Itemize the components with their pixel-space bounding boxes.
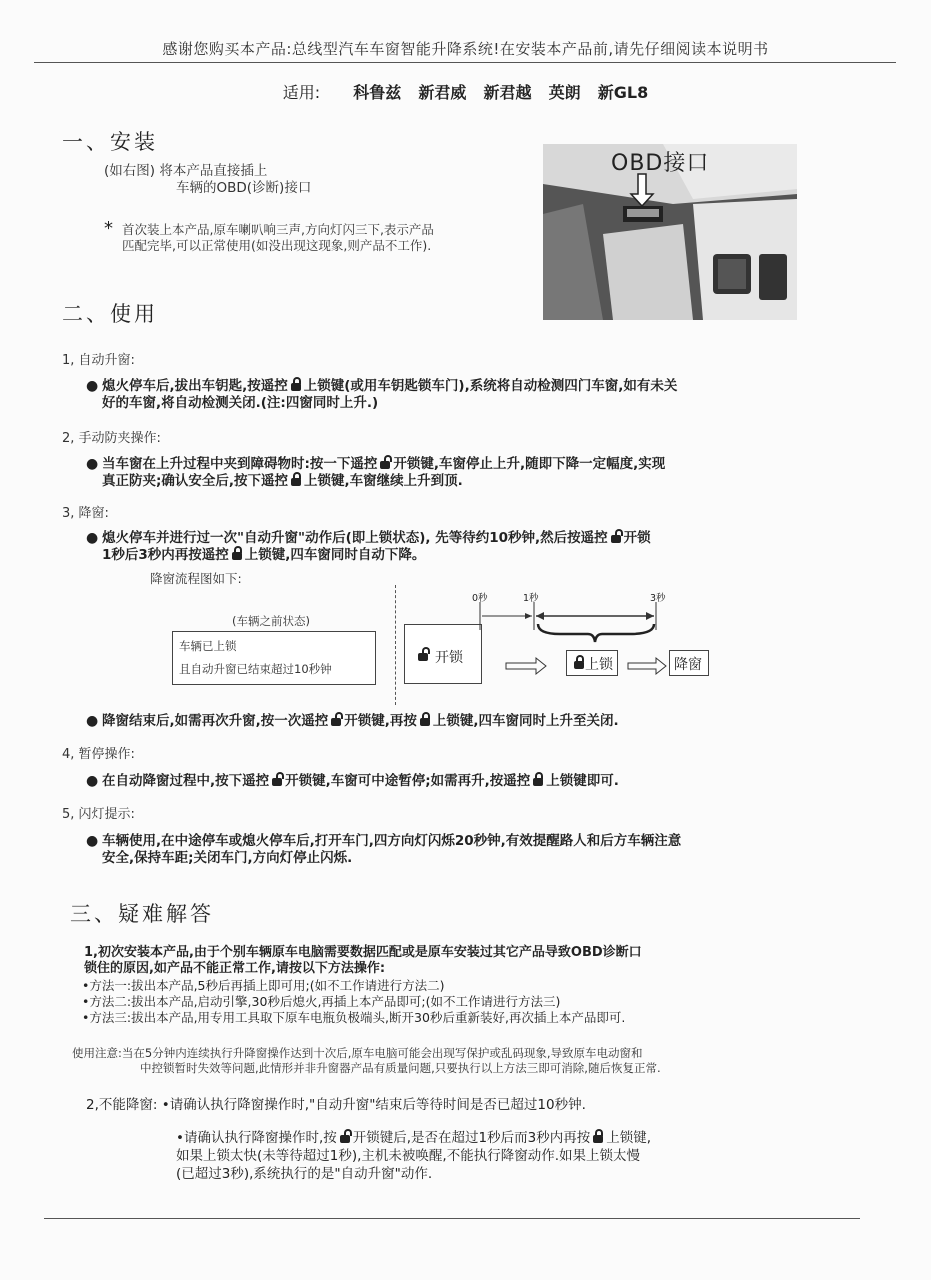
s2-text-c: 真正防夹;确认安全后,按下遥控 (102, 473, 289, 489)
lock-icon (574, 661, 584, 669)
s5-text-a: 车辆使用,在中途停车或熄火停车后,打开车门,四方向灯闪烁20秒钟,有效提醒路人和后方车辆注意 (102, 833, 682, 849)
method-3: •方法三:拔出本产品,用专用工具取下原车电瓶负极端头,断开30秒后重新装好,再次插上本产品即可. (82, 1010, 626, 1025)
trouble-p3 (176, 1129, 816, 1183)
trouble-p2 (86, 1097, 586, 1113)
s3-title: 3, 降窗: (62, 506, 109, 521)
model-item: 新GL8 (597, 83, 649, 102)
flow-state-1: 车辆已上锁 (179, 639, 237, 653)
trouble-p1 (84, 945, 824, 977)
model-item: 新君越 (483, 83, 532, 102)
s2-text-d: 上锁键,车窗继续上升到顶. (304, 473, 463, 489)
s5-title: 5, 闪灯提示: (62, 807, 135, 822)
lock-icon (291, 478, 301, 486)
s1-text-b: 上锁键(或用车钥匙锁车门),系统将自动检测四门车窗,如有未关 (303, 378, 678, 394)
lock-icon (291, 383, 301, 391)
s2-bullet (86, 456, 822, 490)
s4-title: 4, 暂停操作: (62, 747, 135, 762)
s4-text-b: 开锁键,车窗可中途暂停;如需再升,按遥控 (285, 773, 531, 789)
s3-text-c: 1秒后3秒内再按遥控 (102, 547, 229, 563)
unlock-icon (418, 653, 428, 661)
s4-text-c: 上锁键即可. (546, 773, 619, 789)
lock-icon (593, 1135, 603, 1143)
trouble-p1-a: 1,初次安装本产品,由于个别车辆原车电脑需要数据匹配或是原车安装过其它产品导致OBD诊断口 (84, 945, 642, 960)
bottom-divider (44, 1218, 860, 1219)
install-title: 一、安装 (62, 130, 158, 154)
s2-text-b: 开锁键,车窗停止上升,随即下降一定幅度,实现 (393, 456, 666, 472)
t1-label: 1秒 (523, 593, 539, 604)
model-item: 英朗 (548, 83, 581, 102)
bullet-dot: ● (86, 773, 99, 789)
trouble-p3-e: (已超过3秒),系统执行的是"自动升窗"动作. (176, 1166, 433, 1182)
models-line (0, 80, 931, 103)
trouble-p3-c: 上锁键, (606, 1130, 652, 1146)
flow-title: 降窗流程图如下: (150, 571, 242, 586)
s4-text-a: 在自动降窗过程中,按下遥控 (102, 773, 270, 789)
top-divider (34, 62, 896, 63)
lock-icon (533, 778, 543, 786)
s5-text-b: 安全,保持车距;关闭车门,方向灯停止闪烁. (102, 850, 353, 866)
obd-photo (543, 144, 797, 320)
flow-state-box (172, 631, 376, 685)
s3-text-d: 上锁键,四车窗同时自动下降。 (244, 547, 426, 563)
s3-bullet (86, 530, 822, 564)
bullet-dot: ● (86, 456, 99, 472)
install-line-1: (如右图) 将本产品直接插上 (104, 163, 268, 179)
bullet-dot: ● (86, 833, 99, 849)
trouble-p2-a: 2,不能降窗: (86, 1097, 158, 1113)
trouble-p3-d: 如果上锁太快(未等待超过1秒),主机未被唤醒,不能执行降窗动作.如果上锁太慢 (176, 1148, 640, 1164)
s3b2-text-c: 上锁键,四车窗同时上升至关闭. (432, 713, 619, 729)
flow-down-label: 降窗 (674, 657, 702, 673)
bullet-dot: ● (86, 530, 99, 546)
flow-down-box (669, 650, 709, 676)
install-line-2: 车辆的OBD(诊断)接口 (176, 180, 312, 196)
s1-text-a: 熄火停车后,拔出车钥匙,按遥控 (102, 378, 288, 394)
flow-lock-label: 上锁 (585, 657, 613, 673)
method-1: •方法一:拔出本产品,5秒后再插上即可用;(如不工作请进行方法二) (82, 978, 445, 993)
s3b2-text-a: 降窗结束后,如需再次升窗,按一次遥控 (102, 713, 329, 729)
s2-text-a: 当车窗在上升过程中夹到障碍物时:按一下遥控 (102, 456, 378, 472)
method-2: •方法二:拔出本产品,启动引擎,30秒后熄火,再插上本产品即可;(如不工作请进行方法三) (82, 994, 561, 1009)
trouble-p3-a: •请确认执行降窗操作时,按 (176, 1130, 337, 1146)
intro-text: 感谢您购买本产品:总线型汽车车窗智能升降系统!在安装本产品前,请先仔细阅读本说明书 (162, 40, 769, 58)
s1-bullet (86, 378, 822, 412)
flow-prev-state: (车辆之前状态) (232, 614, 310, 628)
bullet-dot: ● (86, 378, 99, 394)
s3b2-text-b: 开锁键,再按 (344, 713, 417, 729)
lock-icon (232, 552, 242, 560)
asterisk: * (104, 218, 113, 239)
flow-unlock-label: 开锁 (435, 650, 463, 666)
t0-label: 0秒 (472, 593, 488, 604)
s1-text-c: 好的车窗,将自动检测关闭.(注:四窗同时上升.) (102, 395, 379, 411)
s5-bullet (86, 833, 842, 867)
usage-title: 二、使用 (62, 302, 158, 326)
trouble-title: 三、疑难解答 (70, 902, 214, 926)
install-note-2: 匹配完毕,可以正常使用(如没出现这现象,则产品不工作). (122, 238, 432, 253)
obd-label: OBD接口 (611, 151, 710, 176)
s3-text-a: 熄火停车并进行过一次"自动升窗"动作后(即上锁状态), 先等待约10秒钟,然后按遥控 (102, 530, 608, 546)
flow-dashed-divider (395, 585, 396, 705)
usage-note-a: 使用注意:当在5分钟内连续执行升降窗操作达到十次后,原车电脑可能会出现写保护或乱码现象,导致原车电动窗和 (72, 1046, 643, 1060)
lock-icon (420, 718, 430, 726)
trouble-p1-b: 锁住的原因,如产品不能正常工作,请按以下方法操作: (84, 961, 386, 976)
trouble-p3-b: 开锁键后,是否在超过1秒后而3秒内再按 (352, 1130, 591, 1146)
models-label: 适用: (282, 83, 321, 102)
s3-bullet-2 (86, 713, 822, 730)
usage-note-b: 中控锁暂时失效等问题,此情形并非升窗器产品有质量问题,只要执行以上方法三即可消除,随后恢复正常. (140, 1061, 661, 1075)
unlock-icon (380, 461, 390, 469)
unlock-icon (331, 718, 341, 726)
install-note-1: 首次装上本产品,原车喇叭响三声,方向灯闪三下,表示产品 (122, 222, 434, 237)
unlock-icon (272, 778, 282, 786)
s3-text-b: 开锁 (623, 530, 651, 546)
s1-title: 1, 自动升窗: (62, 353, 135, 368)
unlock-icon (611, 535, 621, 543)
flow-state-2: 且自动升窗已结束超过10秒钟 (179, 662, 332, 676)
usage-note (72, 1046, 852, 1076)
s2-title: 2, 手动防夹操作: (62, 431, 161, 446)
trouble-methods (82, 978, 842, 1026)
unlock-icon (340, 1135, 350, 1143)
flow-lock-box (566, 650, 618, 676)
t3-label: 3秒 (650, 593, 666, 604)
bullet-dot: ● (86, 713, 99, 729)
model-item: 科鲁兹 (353, 83, 402, 102)
trouble-p2-b: •请确认执行降窗操作时,"自动升窗"结束后等待时间是否已超过10秒钟. (161, 1097, 586, 1113)
model-item: 新君威 (418, 83, 467, 102)
s4-bullet (86, 773, 822, 790)
